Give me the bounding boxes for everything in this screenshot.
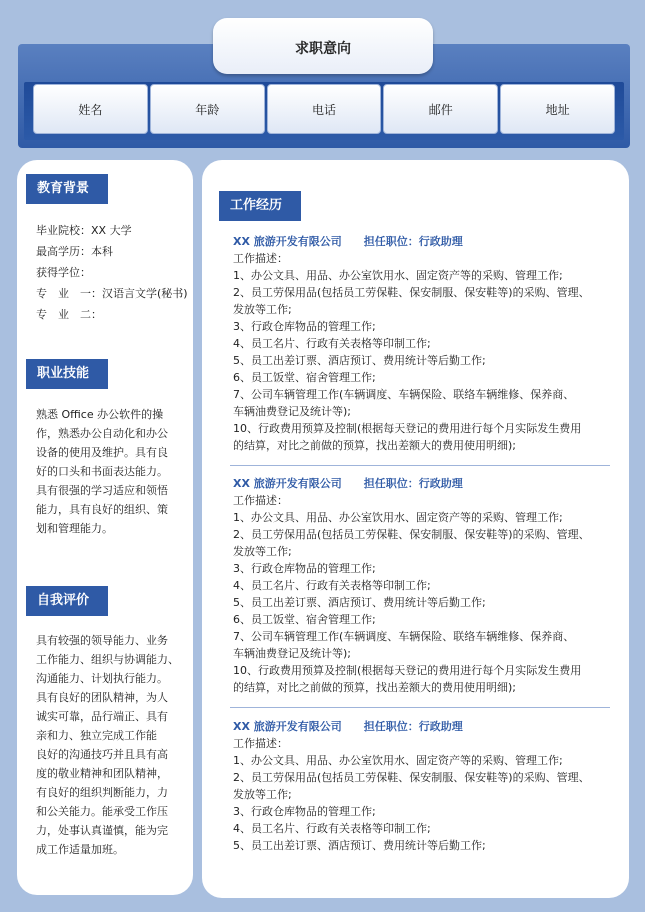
job-line: 车辆油费登记及统计等); [233,647,351,660]
job-line: 2、员工劳保用品(包括员工劳保鞋、保安制服、保安鞋等)的采购、管理、 [233,286,590,299]
field-email: 邮件 [383,84,498,134]
skills-heading: 职业技能 [26,359,108,389]
self-eval-line: 沟通能力、计划执行能力。 [36,672,168,685]
right-column [202,160,629,898]
job-entry [233,475,613,696]
page-title: 求职意向 [295,41,351,57]
job-company: XX 旅游开发有限公司 [233,235,342,248]
job-line: 10、行政费用预算及控制(根据每天登记的费用进行每个月实际发生费用 [233,664,582,677]
field-name: 姓名 [33,84,148,134]
job-position: 担任职位：行政助理 [363,720,463,733]
job-line: 的结算，对比之前做的预算，找出差额大的费用使用明细); [233,439,516,452]
job-line: 发放等工作; [233,303,292,316]
self-eval-line: 亲和力、独立完成工作能 [36,729,157,742]
self-eval-line: 力，处事认真谨慎，能为完 [36,824,168,837]
left-column [17,160,193,895]
title-tab [213,18,433,74]
job-position: 担任职位：行政助理 [363,235,463,248]
job-line: 7、公司车辆管理工作(车辆调度、车辆保险、联络车辆维修、保养商、 [233,388,575,401]
job-line: 5、员工出差订票、酒店预订、费用统计等后勤工作; [233,354,486,367]
job-line: 4、员工名片、行政有关表格等印制工作; [233,822,431,835]
skills-line: 划和管理能力。 [36,522,113,535]
self-eval-line: 诚实可靠，品行端正、具有 [36,710,168,723]
education-line: 最高学历：本科 [36,245,113,258]
job-line: 1、办公文具、用品、办公室饮用水、固定资产等的采购、管理工作; [233,269,563,282]
self-eval-line: 具有良好的团队精神，为人 [36,691,168,704]
job-entry [233,718,613,854]
personal-info-row [33,84,615,134]
job-line: 4、员工名片、行政有关表格等印制工作; [233,337,431,350]
job-line: 的结算，对比之前做的预算，找出差额大的费用使用明细); [233,681,516,694]
job-description [233,492,613,696]
education-line: 获得学位： [36,266,91,279]
self-eval-line: 成工作适量加班。 [36,843,124,856]
job-description [233,250,613,454]
self-eval-line: 度的敬业精神和团队精神， [36,767,168,780]
job-line: 车辆油费登记及统计等); [233,405,351,418]
job-line: 2、员工劳保用品(包括员工劳保鞋、保安制服、保安鞋等)的采购、管理、 [233,528,590,541]
job-line: 5、员工出差订票、酒店预订、费用统计等后勤工作; [233,839,486,852]
self-eval-line: 工作能力、组织与协调能力、 [36,653,179,666]
skills-paragraph [36,405,184,538]
education-heading: 教育背景 [26,174,108,204]
job-line: 发放等工作; [233,545,292,558]
job-header [233,233,613,250]
self-eval-line: 良好的沟通技巧并且具有高 [36,748,168,761]
job-line: 4、员工名片、行政有关表格等印制工作; [233,579,431,592]
education-line: 专 业 一：汉语言文学(秘书) [36,287,188,300]
job-company: XX 旅游开发有限公司 [233,720,342,733]
job-position: 担任职位：行政助理 [363,477,463,490]
job-line: 发放等工作; [233,788,292,801]
education-line: 专 业 二： [36,308,102,321]
self-eval-line: 有良好的组织判断能力，力 [36,786,168,799]
self-eval-heading: 自我评价 [26,586,108,616]
job-divider [230,465,610,466]
skills-line: 能力，具有良好的组织、策 [36,503,168,516]
job-line: 7、公司车辆管理工作(车辆调度、车辆保险、联络车辆维修、保养商、 [233,630,575,643]
job-header [233,718,613,735]
job-header [233,475,613,492]
job-divider [230,707,610,708]
job-line: 10、行政费用预算及控制(根据每天登记的费用进行每个月实际发生费用 [233,422,582,435]
job-line: 1、办公文具、用品、办公室饮用水、固定资产等的采购、管理工作; [233,754,563,767]
skills-line: 作，熟悉办公自动化和办公 [36,427,168,440]
work-experience-heading: 工作经历 [219,191,301,221]
job-company: XX 旅游开发有限公司 [233,477,342,490]
skills-line: 熟悉 Office 办公软件的操 [36,408,164,421]
job-line: 2、员工劳保用品(包括员工劳保鞋、保安制服、保安鞋等)的采购、管理、 [233,771,590,784]
self-eval-line: 和公关能力。能承受工作压 [36,805,168,818]
skills-line: 好的口头和书面表达能力。 [36,465,168,478]
job-line: 3、行政仓库物品的管理工作; [233,805,376,818]
job-entry [233,233,613,454]
job-line: 3、行政仓库物品的管理工作; [233,562,376,575]
self-eval-paragraph [36,631,184,859]
job-line: 3、行政仓库物品的管理工作; [233,320,376,333]
education-line: 毕业院校：XX 大学 [36,224,132,237]
job-line: 工作描述： [233,252,288,265]
self-eval-line: 具有较强的领导能力、业务 [36,634,168,647]
job-description [233,735,613,854]
skills-line: 具有很强的学习适应和领悟 [36,484,168,497]
field-age: 年龄 [150,84,265,134]
job-line: 工作描述： [233,494,288,507]
skills-line: 设备的使用及维护。具有良 [36,446,168,459]
job-line: 工作描述： [233,737,288,750]
job-line: 5、员工出差订票、酒店预订、费用统计等后勤工作; [233,596,486,609]
job-line: 1、办公文具、用品、办公室饮用水、固定资产等的采购、管理工作; [233,511,563,524]
job-line: 6、员工饭堂、宿舍管理工作; [233,613,376,626]
job-line: 6、员工饭堂、宿舍管理工作; [233,371,376,384]
field-phone: 电话 [267,84,382,134]
field-address: 地址 [500,84,615,134]
